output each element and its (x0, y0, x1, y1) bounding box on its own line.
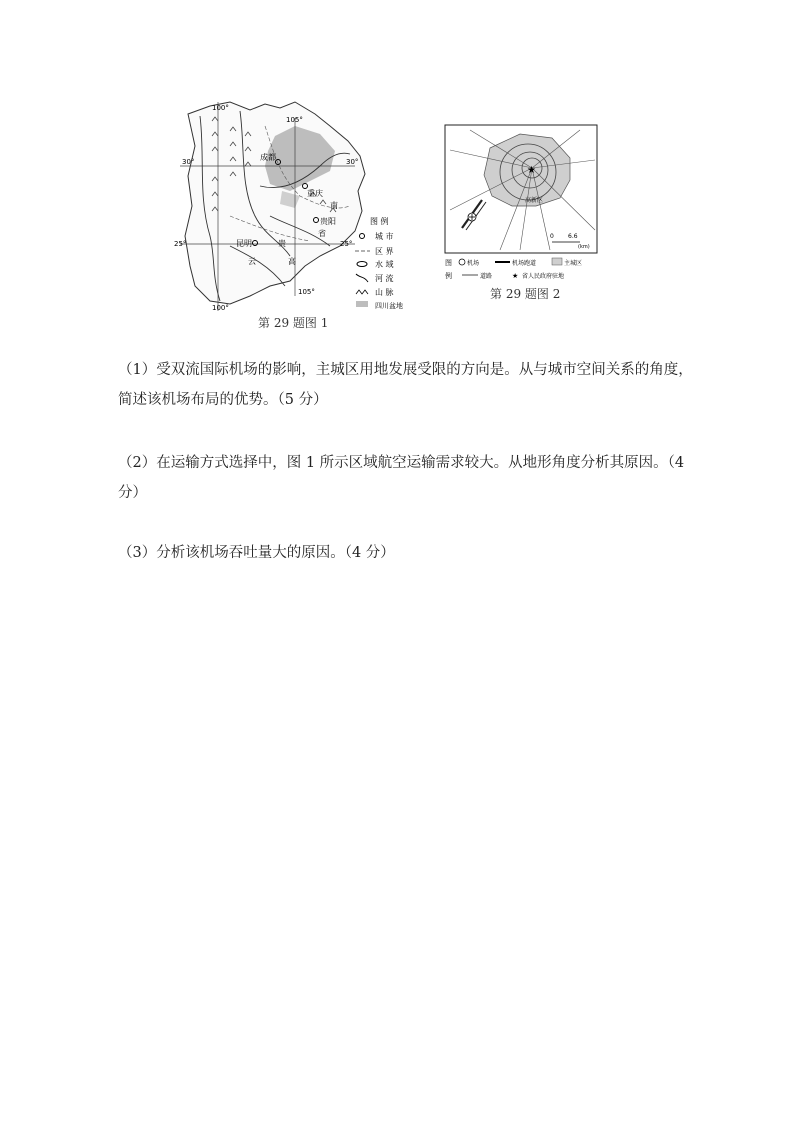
legend-mountain: 山 脉 (375, 288, 394, 297)
map-legend (355, 216, 403, 310)
scale-value: 6.6 (568, 233, 578, 240)
guiyang-label: 贵阳 (320, 217, 336, 226)
scale-zero: 0 (550, 233, 554, 240)
lon-100-top-label: 100° (212, 104, 229, 112)
svg-text:★: ★ (512, 272, 519, 280)
nan-label: 南 (330, 201, 338, 210)
question-3: （3）分析该机场吞吐量大的原因。（4 分） (118, 545, 395, 561)
lat-25-right-label: 25° (340, 240, 353, 248)
legend-road: 道路 (480, 273, 493, 280)
city-map-legend (445, 258, 582, 280)
lat-25-left-label: 25° (174, 240, 187, 248)
legend-city: 城 市 (375, 232, 394, 241)
legend-boundary: 区 界 (375, 247, 394, 256)
map-figure-2 (440, 120, 605, 300)
legend-li: 例 (445, 272, 452, 280)
lat-30-left-label: 30° (182, 158, 195, 166)
gao-label: 高 (288, 257, 296, 266)
legend-basin: 四川盆地 (375, 302, 403, 310)
figure-2-caption: 第 29 题图 2 (490, 287, 561, 301)
city-map (440, 120, 605, 300)
lon-100-bottom-label: 100° (212, 304, 229, 312)
legend-airport: 机场 (467, 260, 480, 267)
legend-urban: 主城区 (564, 260, 583, 267)
lon-105-bottom-label: 105° (298, 288, 315, 296)
chongqing-label: 重庆 (307, 189, 323, 198)
lon-105-top-label: 105° (286, 116, 303, 124)
question-1: （1）受双流国际机场的影响，主城区用地发展受限的方向是。从与城市空间关系的角度，简述该机场布局的优势。（5 分） (118, 362, 693, 408)
chengdu-label: 成都 (260, 153, 276, 162)
legend-water: 水 域 (375, 260, 394, 269)
kunming-label: 昆明 (236, 239, 252, 248)
lat-30-right-label: 30° (346, 158, 359, 166)
figure-1-caption: 第 29 题图 1 (258, 316, 329, 330)
gui-label: 贵 (278, 239, 286, 248)
regional-map (170, 96, 420, 328)
legend-tu: 图 (445, 259, 452, 267)
svg-text:★: ★ (527, 165, 536, 176)
legend-title: 图 例 (370, 217, 389, 226)
question-2: （2）在运输方式选择中，图 1 所示区域航空运输需求较大。从地形角度分析其原因。（4 分） (118, 455, 685, 501)
scale-unit: (km) (578, 244, 590, 250)
legend-runway: 机场跑道 (512, 260, 537, 267)
district-label: 高新区 (525, 197, 544, 204)
sheng-label: 省 (318, 229, 326, 238)
map-figure-1 (170, 96, 420, 328)
legend-gov: 省人民政府驻地 (522, 273, 565, 280)
yun-label: 云 (248, 257, 256, 266)
legend-river: 河 流 (375, 274, 394, 283)
